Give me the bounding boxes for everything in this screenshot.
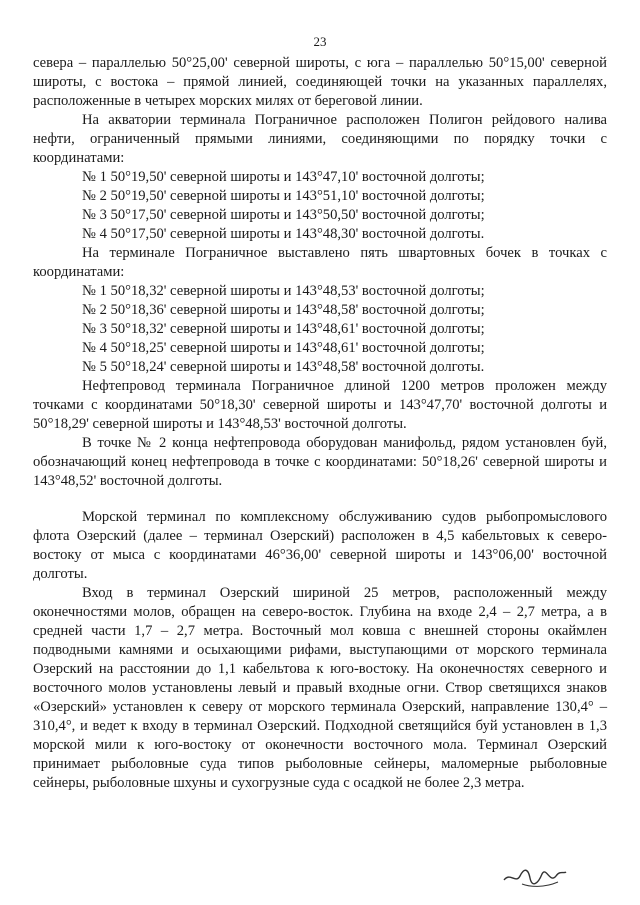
list-item: № 4 50°18,25' северной широты и 143°48,61' восточной долготы; bbox=[82, 340, 485, 356]
list-item: № 1 50°18,32' северной широты и 143°48,53' восточной долготы; bbox=[82, 283, 485, 299]
paragraph-polygon-intro: На акватории терминала Пограничное расположен Полигон рейдового налива нефти, ограниченный прямыми линиями, соединяющими по порядку точки с координатами: bbox=[33, 112, 607, 166]
list-item: № 1 50°19,50' северной широты и 143°47,10' восточной долготы; bbox=[82, 169, 485, 185]
list-item: № 2 50°19,50' северной широты и 143°51,10' восточной долготы; bbox=[82, 188, 485, 204]
paragraph-boundaries: севера – параллелью 50°25,00' северной широты, с юга – параллелью 50°15,00' северной широты, с востока – прямой линией, соединяющей точки на указанных параллелях, расположенные в четырех морских милях от береговой линии. bbox=[33, 55, 607, 109]
polygon-coordinates-list bbox=[33, 168, 607, 244]
list-item: № 3 50°18,32' северной широты и 143°48,61' восточной долготы; bbox=[82, 321, 485, 337]
paragraph-buoys-intro: На терминале Пограничное выставлено пять швартовных бочек в точках с координатами: bbox=[33, 245, 607, 280]
buoy-coordinates-list bbox=[33, 282, 607, 377]
handwritten-signature-icon bbox=[500, 854, 570, 894]
paragraph-pipeline: Нефтепровод терминала Пограничное длиной 1200 метров проложен между точками с координатами 50°18,30' северной широты и 143°47,70' восточной долготы и 50°18,29' северной широты и 143°48,53' восточной долготы. bbox=[33, 378, 607, 432]
list-item: № 3 50°17,50' северной широты и 143°50,50' восточной долготы; bbox=[82, 207, 485, 223]
section-gap bbox=[33, 491, 607, 508]
paragraph-ozersky-terminal: Морской терминал по комплексному обслуживанию судов рыбопромыслового флота Озерский (далее – терминал Озерский) расположен в 4,5 кабельтовых к северо-востоку от мыса с координатами 46°36,00' северной широты и 143°06,00' восточной долготы. bbox=[33, 509, 607, 582]
paragraph-manifold: В точке № 2 конца нефтепровода оборудован манифольд, рядом установлен буй, обозначающий конец нефтепровода в точке с координатами: 50°18,26' северной широты и 143°48,52' восточной долготы. bbox=[33, 435, 607, 489]
document-body bbox=[33, 54, 607, 793]
list-item: № 2 50°18,36' северной широты и 143°48,58' восточной долготы; bbox=[82, 302, 485, 318]
page-number: 23 bbox=[313, 34, 327, 49]
list-item: № 5 50°18,24' северной широты и 143°48,58' восточной долготы. bbox=[82, 359, 485, 375]
list-item: № 4 50°17,50' северной широты и 143°48,30' восточной долготы. bbox=[82, 226, 485, 242]
paragraph-ozersky-entrance: Вход в терминал Озерский шириной 25 метров, расположенный между оконечностями молов, обращен на северо-восток. Глубина на входе 2,4 – 2,7 метра, а в средней части 1,7 – 2,7 метра. Восточный мол ковша с внешней стороны окаймлен подводными камнями и осыхающими рифами, выступающими от морского терминала Озерский на расстоянии до 1,1 кабельтова к юго-востоку. На оконечностях северного и восточного молов установлены левый и правый входные огни. Створ светящихся знаков «Озерский» установлен к северу от морского терминала Озерский, направление 130,4° – 310,4°, и ведет к входу в терминал Озерский. Подходной светящийся буй установлен в 1,3 морской мили к юго-востоку от оконечности восточного мола. Терминал Озерский принимает рыболовные суда типов рыболовные сейнеры, маломерные рыболовные сейнеры, рыболовные шхуны и сухогрузные суда с осадкой не более 2,3 метра. bbox=[33, 585, 607, 791]
